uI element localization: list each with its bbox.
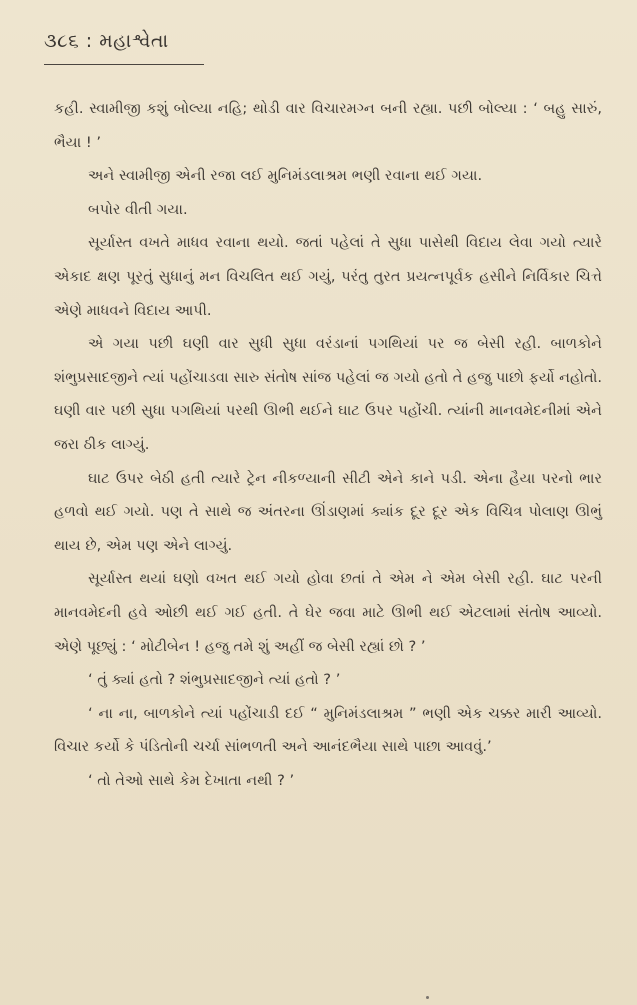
running-header [44,30,169,52]
header-separator: : [85,30,93,52]
paragraph: ‘ તો તેઓ સાથે કેમ દેખાતા નથી ? ’ [88,771,295,789]
page-number: ૩૮૬ [44,30,80,52]
paragraph: ઘાટ ઉપર બેઠી હતી ત્યારે ટ્રેન નીકળ્યાની સીટી એને કાને પડી. એના હૈયા પરનો ભાર હળવો થઈ ગયો. પણ તે સાથે જ અંતરના ઊંડાણમાં ક્યાંક દૂર દૂર એક વિચિત્ર પોલાણ ઊભું થાય છે, એમ પણ એને લાગ્યું. [54,469,602,554]
paragraph: સૂર્યાસ્ત થયાં ઘણો વખત થઈ ગયો હોવા છતાં તે એમ ને એમ બેસી રહી. ઘાટ પરની માનવમેદની હવે ઓછી થઈ ગઈ હતી. તે ઘેર જવા માટે ઊભી થઈ એટલામાં સંતોષ આવ્યો. એણે પૂછ્યું : ‘ મોટીબેન ! હજુ તમે શું અહીં જ બેસી રહ્યાં છો ? ’ [54,570,602,655]
paragraph: કહી. સ્વામીજી કશું બોલ્યા નહિ; થોડી વાર વિચારમગ્ન બની રહ્યા. પછી બોલ્યા : ‘ બહુ સારું, ભૈયા ! ’ [54,100,602,151]
paragraph: સૂર્યાસ્ત વખતે માધવ રવાના થયો. જતાં પહેલાં તે સુધા પાસેથી વિદાય લેવા ગયો ત્યારે એકાદ ક્ષણ પૂરતું સુધાનું મન વિચલિત થઈ ગયું, પરંતુ તુરત પ્રયત્નપૂર્વક હસીને નિર્વિકાર ચિત્તે એણે માધવને વિદાય આપી. [54,234,602,319]
ink-speck [426,996,429,999]
paragraph: ‘ તું ક્યાં હતો ? શંભુપ્રસાદજીને ત્યાં હતો ? ’ [88,671,341,689]
paragraph: બપોર વીતી ગયા. [88,200,188,218]
paragraph: અને સ્વામીજી એની રજા લઈ મુનિમંડલાશ્રમ ભણી રવાના થઈ ગયા. [88,167,483,185]
book-title: મહાશ્વેતા [99,30,169,52]
header-rule [44,64,204,65]
paragraph: ‘ ના ના, બાળકોને ત્યાં પહોંચાડી દઈ “ મુનિમંડલાશ્રમ ” ભણી એક ચક્કર મારી આવ્યો. વિચાર કર્યો કે પંડિતોની ચર્ચા સાંભળતી અને આનંદભૈયા સાથે પાછા આવવું.’ [54,704,602,756]
body-text [54,92,602,797]
paragraph: એ ગયા પછી ઘણી વાર સુધી સુધા વરંડાનાં પગથિયાં પર જ બેસી રહી. બાળકોને શંભુપ્રસાદજીને ત્યાં પહોંચાડવા સારુ સંતોષ સાંજ પહેલાં જ ગયો હતો તે હજુ પાછો ફર્યો નહોતો. ઘણી વાર પછી સુધા પગથિયાં પરથી ઊભી થઈને ઘાટ ઉપર પહોંચી. ત્યાંની માનવમેદનીમાં એને જરા ઠીક લાગ્યું. [54,335,602,453]
